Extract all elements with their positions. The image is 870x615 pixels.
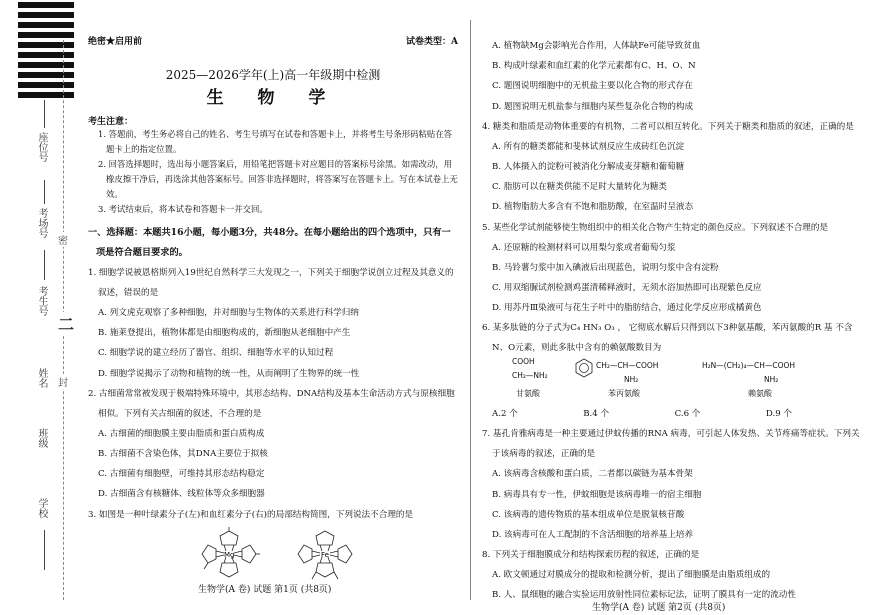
subject-title: 生 物 学 xyxy=(206,88,340,108)
question-1-stem: 1. 细胞学说被恩格斯列入19世纪自然科学三大发现之一，下列关于细胞学说创立过程及其意义的叙述，错误的是 xyxy=(88,268,454,298)
question-3-option: D. 题图说明无机盐参与细胞内某些复杂化合物的构成 xyxy=(492,101,694,112)
notes-title: 考生注意： xyxy=(88,117,134,127)
question-4-option: A. 所有的糖类都能和斐林试剂反应生成砖红色沉淀 xyxy=(492,141,685,152)
question-7-option: C. 该病毒的遗传物质的基本组成单位是脱氧核苷酸 xyxy=(492,509,685,520)
glycine-label: 甘氨酸 xyxy=(516,389,540,399)
footer-right: 生物学(A 卷) 试题 第2页 (共8页) xyxy=(592,603,726,613)
question-2-option: C. 古细菌有细胞壁，可维持其形态结构稳定 xyxy=(98,469,265,480)
school-label: 学校 xyxy=(36,498,47,518)
fe-label: Fe xyxy=(321,550,329,559)
benzene-ring-icon xyxy=(574,358,594,378)
question-6-option: A.2 个 xyxy=(492,409,518,420)
question-3-option: A. 植物缺Mg会影响光合作用，人体缺Fe可能导致贫血 xyxy=(492,41,701,51)
seal-big-char: 二 xyxy=(58,312,74,335)
question-3-option: C. 题图说明细胞中的无机盐主要以化合物的形式存在 xyxy=(492,81,693,92)
glycine-formula-mid: CH₂—NH₂ xyxy=(512,371,548,381)
question-6-option: D.9 个 xyxy=(765,409,792,420)
heme-structure xyxy=(294,527,356,583)
question-1-option: D. 细胞学说揭示了动物和植物的统一性，从而阐明了生物界的统一性 xyxy=(98,368,360,379)
question-2-option: B. 古细菌不含染色体，其DNA主要位于拟核 xyxy=(98,449,268,460)
chlorophyll-structure xyxy=(198,527,260,583)
phenylalanine-label: 苯丙氨酸 xyxy=(608,389,640,399)
seal-char-2: 封 xyxy=(58,374,68,389)
lysine-formula-mid: NH₂ xyxy=(764,375,779,385)
question-7-stem: 7. 基孔肯雅病毒是一种主要通过伊蚊传播的RNA 病毒，可引起人体发热、关节疼痛等症状。下列关于该病毒的叙述，正确的是 xyxy=(482,429,860,460)
binding-strip xyxy=(0,0,78,615)
question-5-option: B. 马铃薯匀浆中加入碘液后出现蓝色，说明匀浆中含有淀粉 xyxy=(492,262,719,273)
question-5-option: A. 还原糖的检测材料可以用梨匀浆或者葡萄匀浆 xyxy=(492,242,676,253)
question-1-option: C. 细胞学说的建立经历了器官、组织、细胞等水平的认知过程 xyxy=(98,348,334,359)
question-5-stem: 5. 某些化学试剂能够使生物组织中的相关化合物产生特定的颜色反应。下列叙述不合理的是 xyxy=(482,222,829,233)
question-2-option: D. 古细菌含有核糖体、线粒体等众多细胞器 xyxy=(98,489,265,500)
seat-number-label: 座位号 xyxy=(36,132,47,162)
question-5-option: D. 用苏丹Ⅲ染液可与花生子叶中的脂肪结合，通过化学反应形成橘黄色 xyxy=(492,303,762,314)
question-7-option: D. 该病毒可在人工配制的不含活细胞的培养基上培养 xyxy=(492,530,694,541)
question-4-stem: 4. 糖类和脂质是动物体重要的有机物，二者可以相互转化。下列关于糖类和脂质的叙述，正确的是 xyxy=(482,121,854,132)
question-3-option: B. 构成叶绿素和血红素的化学元素都有C、H、O、N xyxy=(492,61,696,72)
question-6-option: C.6 个 xyxy=(674,409,701,420)
left-column xyxy=(88,0,458,583)
note-item: 1. 答题前，考生务必将自己的姓名、考生号填写在试卷和答题卡上，并将考生号条形码粘贴在答题卡上的指定位置。 xyxy=(98,129,453,154)
candidate-number-label: 考生号 xyxy=(36,286,47,316)
lysine-label: 赖氨酸 xyxy=(748,389,772,399)
section-heading: 一、选择题：本题共16小题，每小题3分，共48分。在每小题给出的四个选项中，只有一项是符合题目要求的。 xyxy=(88,227,451,258)
question-2-stem: 2. 古细菌常常被发现于极端特殊环境中，其形态结构、DNA结构及基本生命活动方式与原核细胞相似。下列有关古细菌的叙述，不合理的是 xyxy=(88,388,455,419)
room-number-label: 考场号 xyxy=(36,208,47,238)
footer-left: 生物学(A 卷) 试题 第1页 (共8页) xyxy=(198,585,332,595)
lysine-formula-top: H₂N—(CH₂)₄—CH—COOH xyxy=(702,361,796,371)
class-label: 班级 xyxy=(36,428,47,448)
question-8-option: A. 欧文顿通过对膜成分的提取和检测分析，提出了细胞膜是由脂质组成的 xyxy=(492,570,771,581)
note-item: 3. 考试结束后，将本试卷和答题卡一并交回。 xyxy=(98,204,268,214)
exam-title: 2025—2026学年(上)高一年级期中检测 xyxy=(165,68,381,82)
question-6-choices xyxy=(492,404,792,424)
paper-type-label: 试卷类型：A xyxy=(406,37,458,47)
question-5-option: C. 用双缩脲试剂检测鸡蛋清稀释液时，无须水浴加热即可出现紫色反应 xyxy=(492,283,762,294)
question-1-option: B. 施莱登提出，植物体都是由细胞构成的，新细胞从老细胞中产生 xyxy=(98,328,351,339)
question-7-option: A. 该病毒含核酸和蛋白质，二者都以碳链为基本骨架 xyxy=(492,469,693,480)
question-7-option: B. 病毒具有专一性，伊蚊细胞是该病毒唯一的宿主细胞 xyxy=(492,489,702,500)
column-divider xyxy=(470,20,471,600)
question-8-stem: 8. 下列关于细胞膜成分和结构探索历程的叙述，正确的是 xyxy=(482,550,700,561)
question-4-option: D. 植物脂肪大多含有不饱和脂肪酸，在室温时呈液态 xyxy=(492,202,694,213)
question-4-option: B. 人体摄入的淀粉可被消化分解成麦芽糖和葡萄糖 xyxy=(492,162,685,173)
right-column xyxy=(482,36,862,606)
mg-label: Mg xyxy=(224,550,235,559)
seal-char-1: 密 xyxy=(58,232,68,247)
glycine-formula-top: COOH xyxy=(512,357,535,367)
question-6-option: B.4 个 xyxy=(583,409,610,420)
phenylalanine-formula-top: CH₂—CH—COOH xyxy=(596,361,659,371)
note-item: 2. 回答选择题时，选出每小题答案后，用铅笔把答题卡对应题目的答案标号涂黑。如需改动，用橡皮擦干净后，再选涂其他答案标号。回答非选择题时，将答案写在答题卡上。写在本试卷上无效。 xyxy=(98,159,458,199)
name-label: 姓名 xyxy=(36,368,47,388)
confidential-label: 绝密★启用前 xyxy=(88,37,143,47)
question-8-option: B. 人、鼠细胞的融合实验运用放射性同位素标记法，证明了膜具有一定的流动性 xyxy=(492,590,796,601)
question-4-option: C. 脂肪可以在糖类供能不足时大量转化为糖类 xyxy=(492,182,668,193)
phenylalanine-formula-mid: NH₂ xyxy=(624,375,639,385)
question-6-stem: 6. 某多肽链的分子式为C₄ HN₃ O₃ ， 它彻底水解后只得到以下3种氨基酸，苯丙氨酸的R 基 不含 N、O元素，则此多肽中含有的赖氨酸数目为 xyxy=(482,323,853,354)
question-2-option: A. 古细菌的细胞膜主要由脂质和蛋白质构成 xyxy=(98,428,265,439)
question-3-stem: 3. 如图是一种叶绿素分子(左)和血红素分子(右)的局部结构简图，下列说法不合理的是 xyxy=(88,509,414,520)
question-1-option: A. 列文虎克观察了多种细胞，并对细胞与生物体的关系进行科学归纳 xyxy=(98,308,359,318)
amino-acid-structures xyxy=(492,358,862,404)
